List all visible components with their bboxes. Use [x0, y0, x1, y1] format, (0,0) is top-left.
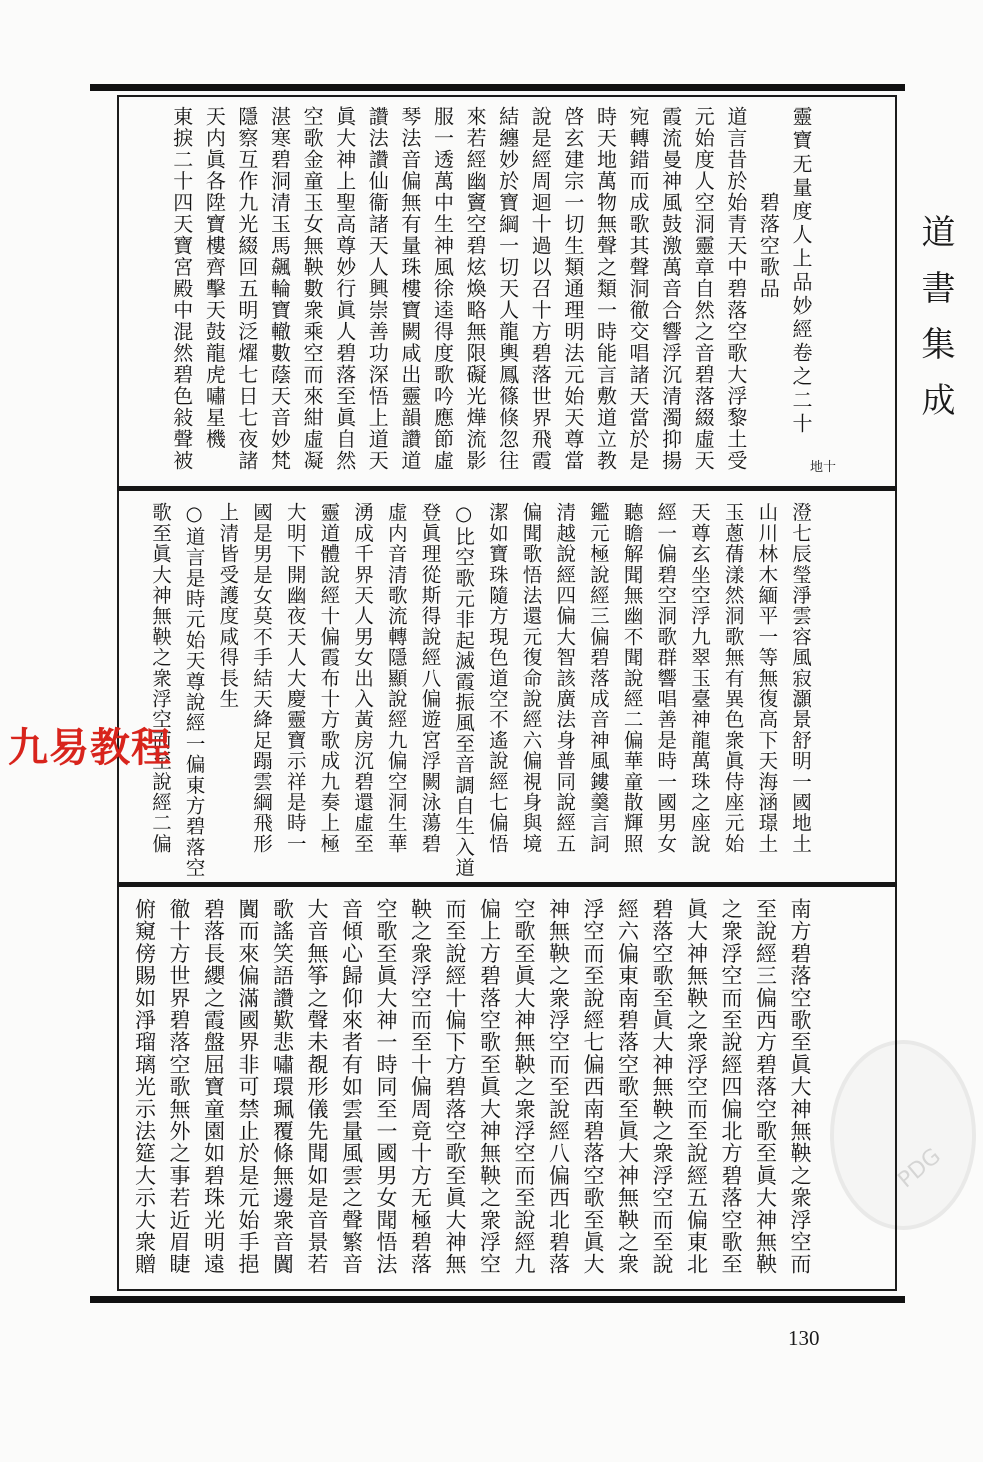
text-column: 國是男是女莫不手結天絳足蹋雲綱飛形	[250, 502, 273, 854]
text-column: 南方碧落空歌至眞大神無鞅之衆浮空而	[788, 898, 812, 1276]
text-column: 隱察互作九光綴回五明泛燿七日七夜諸	[234, 106, 259, 472]
text-column: 眞大神上聖高尊妙行眞人碧落至眞自然	[332, 106, 357, 472]
text-column: 而至說經十偏下方碧落空歌至眞大神無	[443, 898, 467, 1276]
text-column: 俯窺傍賜如淨瑠璃光示法筵大示大衆贈	[132, 898, 157, 1276]
text-column: 時天地萬物無聲之類一時能言敷道立教	[593, 106, 618, 472]
text-column: 道言昔於始青天中碧落空歌大浮黎土受	[723, 106, 748, 472]
collection-title: 道書集成	[915, 214, 955, 438]
text-column: 澄七辰瑩淨雲容風寂灝景舒明一國地土	[789, 502, 812, 854]
text-column: 湧成千界天人男女出入黃房沉碧還虛至	[351, 502, 375, 854]
top-double-rule	[90, 84, 905, 91]
text-column: 歌謠笑語讚歎悲嘯環珮覆條無邊衆音闐	[270, 898, 295, 1276]
text-column: 東捩二十四天寶宮殿中混然碧色敍聲被	[169, 106, 194, 472]
chapter-title-column: 碧落空歌品	[756, 192, 781, 300]
text-column: 音傾心歸仰來者有如雲量風雲之聲繁音	[339, 898, 364, 1276]
text-column: ○比空歌元非起滅霞振風至音調自生入道	[452, 502, 476, 879]
text-column: 大明下開幽夜天人大慶靈寶示祥是時一	[283, 502, 307, 854]
text-column: 偏聞歌悟法還元復命說經六偏視身與境	[519, 502, 543, 854]
text-column: 至說經三偏西方碧落空歌至眞大神無鞅	[753, 898, 778, 1276]
text-column: 闐而來偏滿國界非可禁止於是元始手挹	[236, 898, 260, 1276]
text-column: 天内眞各陞寶樓齊擊天鼓龍虎嘯星機	[202, 106, 227, 450]
scripture-title-column: 靈寶无量度人上品妙經卷之二十	[789, 106, 813, 437]
text-column: 神無鞅之衆浮空而至說經八偏西北碧落	[546, 898, 571, 1276]
text-column: 琴法音偏無有量珠樓寶闕咸出靈韻讚道	[397, 106, 422, 472]
stamp-label: PDG	[893, 1143, 946, 1194]
watermark-text: 九易教程	[8, 725, 172, 771]
text-column: 宛轉錯而成歌其聲洞徹交唱諸天當於是	[626, 106, 651, 472]
text-column: 大音無筝之聲未覩形儀先聞如是音景若	[305, 898, 329, 1276]
text-column: 玉蔥蒨漾然洞歌無有異色衆眞侍座元始	[721, 502, 745, 854]
text-column: 碧落空歌至眞大神無鞅之衆浮空而至說	[650, 898, 674, 1276]
text-column: 經一偏碧空洞歌群響唱善是時一國男女	[654, 502, 678, 854]
text-panel-top	[117, 106, 897, 484]
text-column: 霞流曼神風鼓激萬音合響浮沉清濁抑揚	[658, 106, 683, 472]
text-column: 碧落長纓之霞盤屈寶童園如碧珠光明遠	[201, 898, 226, 1276]
text-column: 讚法讚仙衞諸天人興崇善功深悟上道天	[365, 106, 390, 472]
text-column: 元始度人空洞靈章自然之音碧落綴虛天	[691, 106, 716, 472]
text-column: 鑑元極說經三偏碧落成音神風鏤羹言詞	[586, 502, 610, 854]
text-column: ○道言是時元始天尊說經一偏東方碧落空	[182, 502, 206, 879]
text-column: 山川林木緬平一等無復高下天海涵璟土	[755, 502, 779, 854]
text-column: 啓玄建宗一切生類通理明法元始天尊當	[560, 106, 585, 472]
text-column: 清越說經四偏大智該廣法身普同說經五	[553, 502, 577, 854]
text-panel-middle	[117, 502, 897, 880]
text-column: 聽瞻解聞無幽不聞說經二偏華童散輝照	[620, 502, 644, 854]
folio-mark: 地十	[810, 460, 837, 475]
text-column: 歌至眞大神無鞅之衆浮空而至說經二偏	[148, 502, 172, 854]
text-column: 之衆浮空而至說經四偏北方碧落空歌至	[719, 898, 743, 1276]
text-column: 潔如寶珠隨方現色道空不遙說經七偏悟	[485, 502, 509, 854]
text-column: 上清皆受護度咸得長生	[216, 502, 240, 709]
panel-divider	[117, 486, 897, 491]
text-panel-bottom	[117, 898, 897, 1286]
text-column: 偏上方碧落空歌至眞大神無鞅之衆浮空	[477, 898, 502, 1276]
text-column: 空歌至眞大神無鞅之衆浮空而至說經九	[512, 898, 536, 1276]
text-column: 空歌至眞大神一時同至一國男女聞悟法	[374, 898, 398, 1276]
text-column: 徹十方世界碧落空歌無外之事若近眉睫	[167, 898, 191, 1276]
text-column: 鞅之衆浮空而至十偏周竟十方无極碧落	[408, 898, 433, 1276]
text-column: 經六偏東南碧落空歌至眞大神無鞅之衆	[615, 898, 640, 1276]
text-column: 湛寒碧洞清玉馬飆輪寶轍數蔭天音妙梵	[267, 106, 292, 472]
text-column: 空歌金童玉女無鞅數衆乘空而來紺虛凝	[300, 106, 325, 472]
text-column: 浮空而至說經七偏西南碧落空歌至眞大	[581, 898, 605, 1276]
page-number: 130	[788, 1326, 820, 1350]
text-column: 結纏妙於寶綱一切天人龍輿鳳篠倏忽往	[495, 106, 520, 472]
text-column: 靈道體說經十偏霞布十方歌成九奏上極	[317, 502, 341, 854]
text-column: 虛内音清歌流轉隱顯說經九偏空洞生華	[384, 502, 408, 854]
library-stamp	[830, 1040, 976, 1230]
text-column: 來若經幽竇空碧炫煥略無限礙光燁流影	[463, 106, 488, 472]
text-column: 說是經周迴十過以召十方碧落世界飛霞	[528, 106, 553, 472]
text-column: 登眞理從斯得說經八偏遊宮浮闕泳蕩碧	[418, 502, 442, 854]
text-column: 眞大神無鞅之衆浮空而至說經五偏東北	[684, 898, 709, 1276]
text-column: 天尊玄坐空浮九翠玉臺神龍萬珠之座說	[687, 502, 711, 854]
bottom-double-rule	[90, 1296, 905, 1303]
text-column: 服一透萬中生神風徐逵得度歌吟應節虛	[430, 106, 455, 472]
panel-divider	[117, 882, 897, 887]
